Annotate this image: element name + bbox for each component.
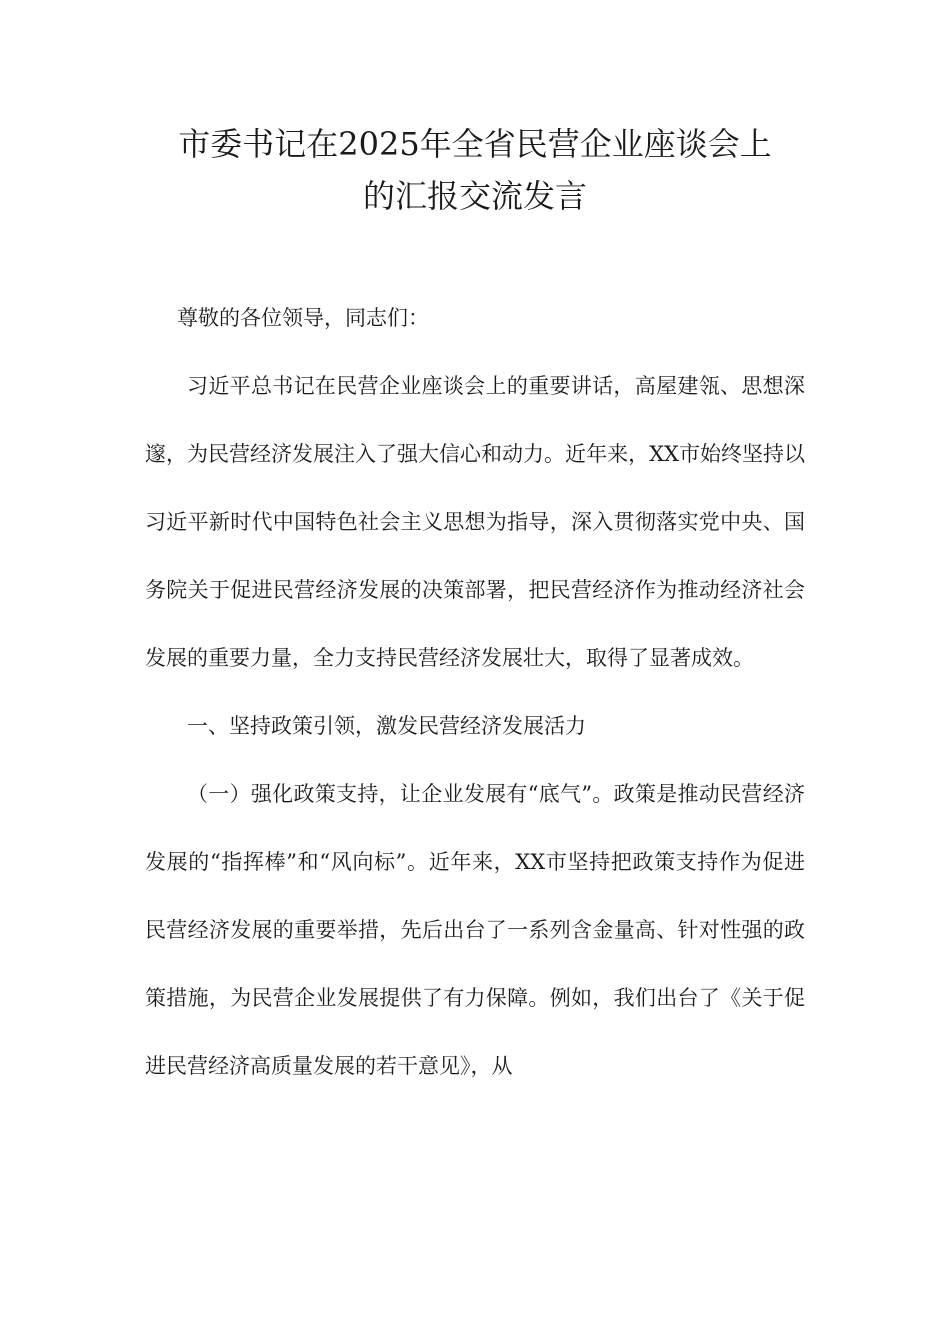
paragraph-policy-support: （一）强化政策支持，让企业发展有“底气”。政策是推动民营经济发展的“指挥棒”和“风向标”。近年来，XX市坚持把政策支持作为促进民营经济发展的重要举措，先后出台了一系列含金量高、针对性强的政策措施，为民营企业发展提供了有力保障。例如，我们出台了《关于促进民营经济高质量发展的若干意见》，从: [145, 782, 805, 1078]
section-heading-1: 一、坚持政策引领，激发民营经济发展活力: [187, 714, 586, 738]
greeting: 尊敬的各位领导，同志们：: [177, 306, 429, 330]
document-body: [145, 284, 805, 1100]
title-line-1: 市委书记在2025年全省民营企业座谈会上: [178, 125, 772, 163]
title-line-2: 的汇报交流发言: [362, 177, 587, 215]
document-title: [100, 118, 850, 222]
paragraph-intro: 习近平总书记在民营企业座谈会上的重要讲话，高屋建瓴、思想深邃，为民营经济发展注入了强大信心和动力。近年来，XX市始终坚持以习近平新时代中国特色社会主义思想为指导，深入贯彻落实党中央、国务院关于促进民营经济发展的决策部署，把民营经济作为推动经济社会发展的重要力量，全力支持民营经济发展壮大，取得了显著成效。: [145, 374, 805, 670]
